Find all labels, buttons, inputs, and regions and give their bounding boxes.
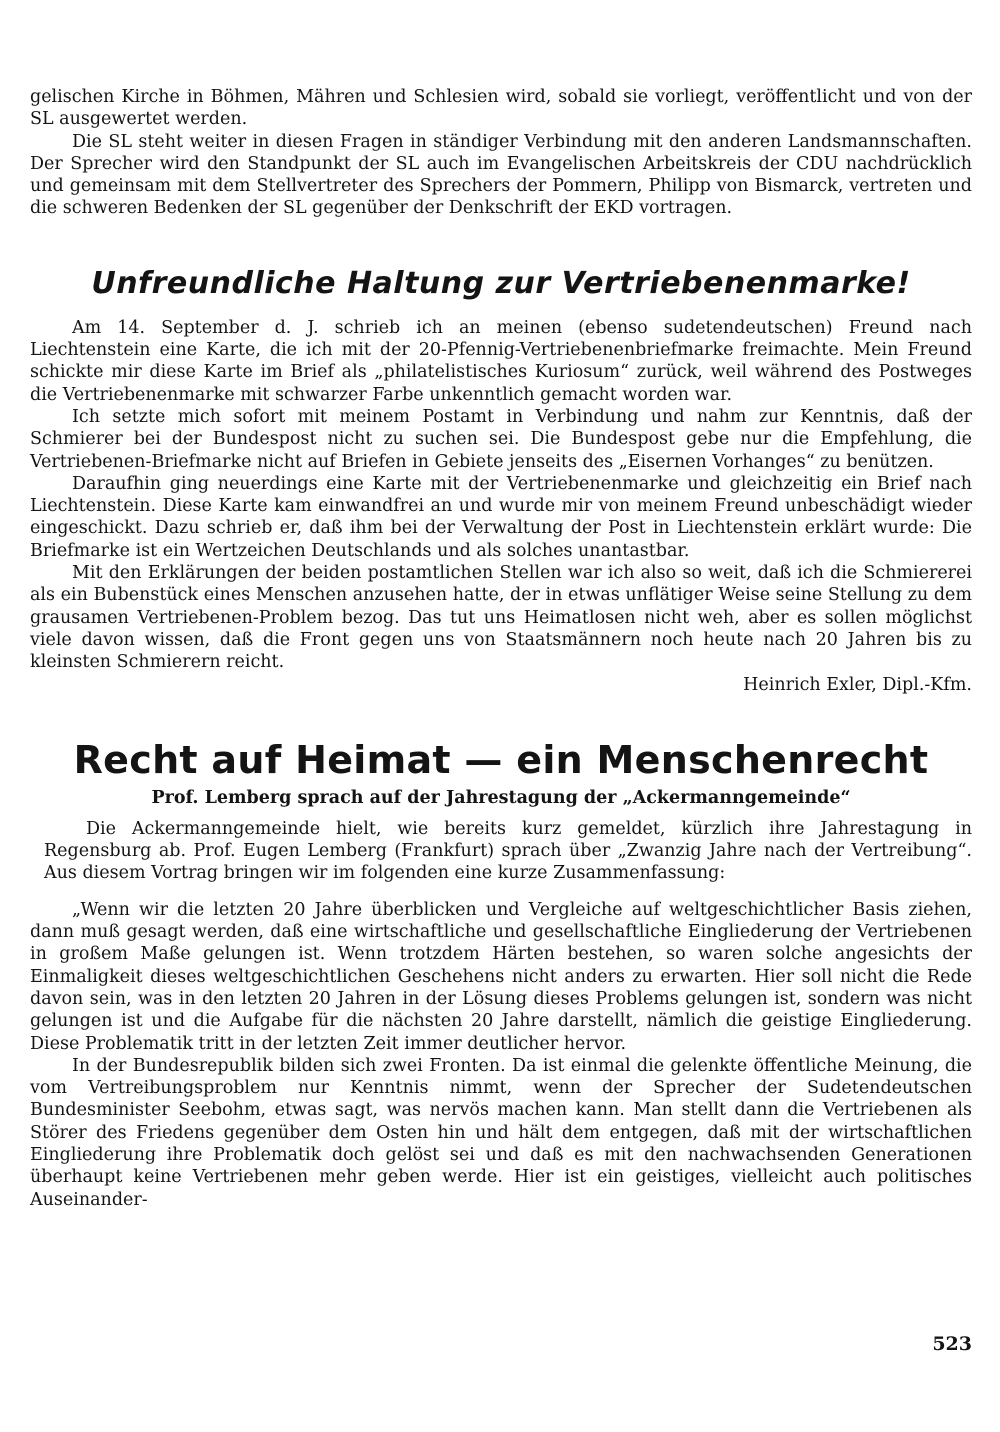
article2-subtitle: Prof. Lemberg sprach auf der Jahrestagung der „Ackermanngemeinde“ <box>151 787 851 808</box>
article1-paragraph-2: Ich setzte mich sofort mit meinem Postamt in Verbindung und nahm zur Kenntnis, daß der Schmierer bei der Bundespost nicht zu suchen sei. Die Bundespost gebe nur die Empfehlung, die Vertriebenen-Briefmarke nicht auf Briefen in Gebiete jenseits des „Eisernen Vorhanges“ zu benützen. <box>30 406 972 472</box>
article1-paragraph-3: Daraufhin ging neuerdings eine Karte mit der Vertriebenenmarke und gleichzeitig ein Brief nach Liechtenstein. Diese Karte kam einwandfrei an und wurde mir von meinem Freund unbeschädigt wieder eingeschickt. Dazu schrieb er, daß ihm bei der Verwaltung der Post in Liechtenstein erklärt wurde: Die Briefmarke ist ein Wertzeichen Deutschlands und als solches unantastbar. <box>30 473 972 561</box>
intro-paragraph-1: gelischen Kirche in Böhmen, Mähren und Schlesien wird, sobald sie vorliegt, veröffentlicht und von der SL ausgewertet werden. <box>30 87 972 130</box>
article2-paragraph-1: „Wenn wir die letzten 20 Jahre überblicken und Vergleiche auf weltgeschichtlicher Basis ziehen, dann muß gesagt werden, daß eine wirtschaftliche und gesellschaftliche Eingliederung der Vertriebenen in großem Maße gelungen ist. Wenn trotzdem Härten bestehen, so waren solche angesichts der Einmaligkeit dieses weltgeschichtlichen Geschehens nicht anders zu erwarten. Hier soll nicht die Rede davon sein, was in den letzten 20 Jahren in der Lösung dieses Problems gelungen ist, sondern was nicht gelungen ist und die Aufgabe für die nächsten 20 Jahre darstellt, nämlich die geistige Eingliederung. Diese Problematik tritt in der letzten Zeit immer deutlicher hervor. <box>30 899 972 1054</box>
article2-lead-box <box>30 818 972 885</box>
intro-paragraph-2: Die SL steht weiter in diesen Fragen in ständiger Verbindung mit den anderen Landsmannschaften. Der Sprecher wird den Standpunkt der SL auch im Evangelischen Arbeitskreis der CDU nachdrücklich und gemeinsam mit dem Stellvertreter des Sprechers der Pommern, Philipp von Bismarck, vertreten und die schweren Bedenken der SL gegenüber der Denkschrift der EKD vortragen. <box>30 131 972 219</box>
article1-paragraph-4: Mit den Erklärungen der beiden postamtlichen Stellen war ich also so weit, daß ich die Schmiererei als ein Bubenstück eines Menschen anzusehen hatte, der in etwas unflätiger Weise seine Stellung zu dem grausamen Vertriebenen-Problem bezog. Das tut uns Heimatlosen nicht weh, aber es sollen möglichst viele davon wissen, daß die Front gegen uns von Staatsmännern noch heute nach 20 Jahren bis zu kleinsten Schmierern reicht. <box>30 563 972 673</box>
article1-signature: Heinrich Exler, Dipl.-Kfm. <box>743 674 972 695</box>
article1-title: Unfreundliche Haltung zur Vertriebenenmarke! <box>91 265 911 301</box>
article2-paragraph-2: In der Bundesrepublik bilden sich zwei Fronten. Da ist einmal die gelenkte öffentliche Meinung, die vom Vertreibungsproblem nur Kenntnis nimmt, wenn der Sprecher der Sudetendeutschen Bundesminister Seebohm, etwas sagt, was nervös machen kann. Man stellt dann die Vertriebenen als Störer des Friedens gegenüber dem Osten hin und hält dem entgegen, daß mit der wirtschaftlichen Eingliederung ihre Problematik doch gelöst sei und daß es mit den nachwachsenden Generationen überhaupt keine Vertriebenen mehr geben werde. Hier ist ein geistiges, vielleicht auch politisches Auseinander- <box>30 1055 972 1210</box>
page-number: 523 <box>932 1333 972 1355</box>
document-page <box>30 86 972 1211</box>
article2-lead: Die Ackermanngemeinde hielt, wie bereits kurz gemeldet, kürzlich ihre Jahrestagung in Regensburg ab. Prof. Eugen Lemberg (Frankfurt) sprach über „Zwanzig Jahre nach der Vertreibung“. Aus diesem Vortrag bringen wir im folgenden eine kurze Zusammenfassung: <box>44 818 972 884</box>
article1-paragraph-1: Am 14. September d. J. schrieb ich an meinen (ebenso sudetendeutschen) Freund nach Liechtenstein eine Karte, die ich mit der 20-Pfennig-Vertriebenenbriefmarke freimachte. Mein Freund schickte mir diese Karte im Brief als „philatelistisches Kuriosum“ zurück, weil während des Postweges die Vertriebenenmarke mit schwarzer Farbe unkenntlich gemacht worden war. <box>30 317 972 405</box>
article2-title: Recht auf Heimat — ein Menschenrecht <box>73 737 929 782</box>
